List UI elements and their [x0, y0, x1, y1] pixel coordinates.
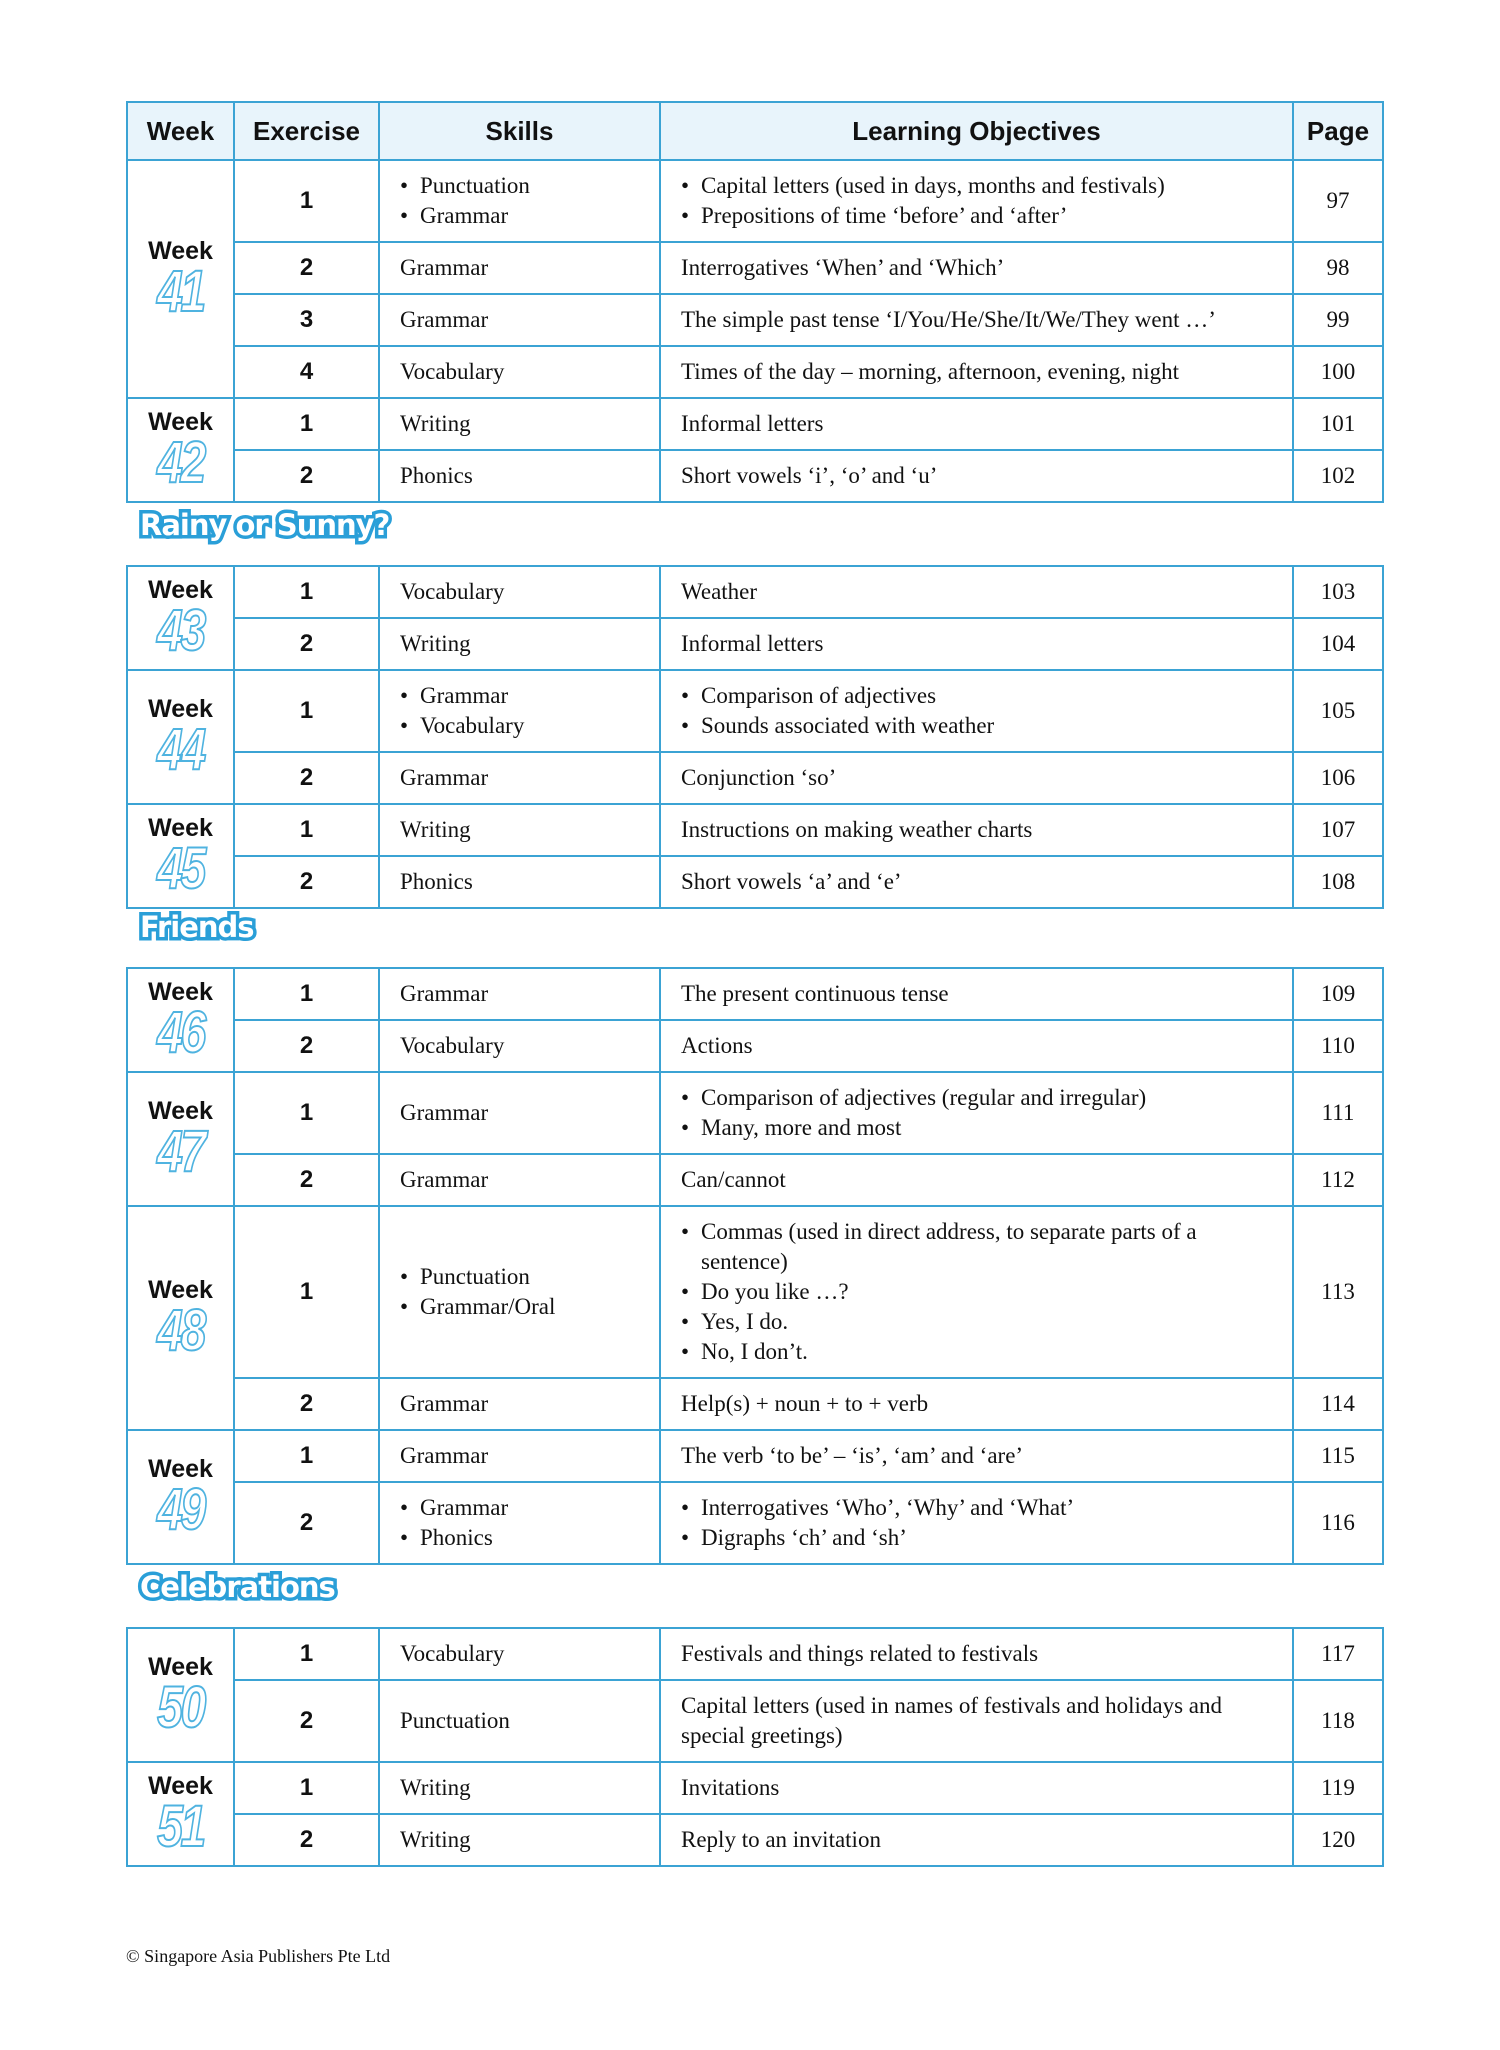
skill-bullet: • Vocabulary — [400, 711, 639, 741]
objective-list — [681, 1493, 1272, 1553]
week-label: Week — [148, 237, 213, 265]
page-number: 119 — [1293, 1762, 1383, 1814]
contents-table — [126, 101, 1384, 503]
objective-bullet: • Comparison of adjectives (regular and irregular) — [681, 1083, 1272, 1113]
skills-cell — [379, 1482, 660, 1564]
exercise-number: 2 — [234, 1482, 379, 1564]
week-number: 50 — [157, 1675, 204, 1740]
page-number: 118 — [1293, 1680, 1383, 1762]
exercise-number: 2 — [234, 450, 379, 502]
objectives-cell: Interrogatives ‘When’ and ‘Which’ — [660, 242, 1293, 294]
objectives-cell: Actions — [660, 1020, 1293, 1072]
page-number: 115 — [1293, 1430, 1383, 1482]
skills-cell: Writing — [379, 804, 660, 856]
week-cell — [127, 1762, 234, 1866]
objectives-cell: The simple past tense ‘I/You/He/She/It/We/They went …’ — [660, 294, 1293, 346]
exercise-number: 1 — [234, 1628, 379, 1680]
skills-cell: Punctuation — [379, 1680, 660, 1762]
week-number: 51 — [157, 1794, 204, 1859]
table-row — [127, 1072, 1383, 1154]
skills-cell: Phonics — [379, 450, 660, 502]
table-row — [127, 398, 1383, 450]
skill-list — [400, 171, 639, 231]
week-cell — [127, 160, 234, 398]
exercise-number: 2 — [234, 856, 379, 908]
week-cell — [127, 398, 234, 502]
page-number: 109 — [1293, 968, 1383, 1020]
page-number: 100 — [1293, 346, 1383, 398]
week-number: 43 — [157, 598, 204, 663]
objective-bullet: • Digraphs ‘ch’ and ‘sh’ — [681, 1523, 1272, 1553]
skill-bullet: • Grammar — [400, 1493, 639, 1523]
week-label: Week — [148, 814, 213, 842]
exercise-number: 1 — [234, 566, 379, 618]
skills-cell: Writing — [379, 618, 660, 670]
week-cell — [127, 1206, 234, 1430]
page-number: 111 — [1293, 1072, 1383, 1154]
objective-bullet: • Sounds associated with weather — [681, 711, 1272, 741]
skill-bullet: • Grammar — [400, 201, 639, 231]
table-row — [127, 968, 1383, 1020]
exercise-number: 2 — [234, 1680, 379, 1762]
objectives-cell — [660, 670, 1293, 752]
week-number: 41 — [157, 259, 204, 324]
exercise-number: 2 — [234, 1378, 379, 1430]
objectives-cell: Conjunction ‘so’ — [660, 752, 1293, 804]
objective-bullet: • Commas (used in direct address, to separate parts of a sentence) — [681, 1217, 1272, 1277]
page-number: 98 — [1293, 242, 1383, 294]
page-number: 104 — [1293, 618, 1383, 670]
objectives-cell: The verb ‘to be’ – ‘is’, ‘am’ and ‘are’ — [660, 1430, 1293, 1482]
skills-cell: Grammar — [379, 1072, 660, 1154]
objectives-cell — [660, 160, 1293, 242]
objectives-cell: Short vowels ‘i’, ‘o’ and ‘u’ — [660, 450, 1293, 502]
table-row — [127, 752, 1383, 804]
page-number: 114 — [1293, 1378, 1383, 1430]
objective-bullet: • Comparison of adjectives — [681, 681, 1272, 711]
page-number: 101 — [1293, 398, 1383, 450]
objectives-cell: Times of the day – morning, afternoon, evening, night — [660, 346, 1293, 398]
exercise-number: 1 — [234, 1206, 379, 1378]
skill-bullet: • Punctuation — [400, 1262, 639, 1292]
objectives-cell: Can/cannot — [660, 1154, 1293, 1206]
skill-bullet: • Punctuation — [400, 171, 639, 201]
week-cell — [127, 1430, 234, 1564]
table-row — [127, 566, 1383, 618]
exercise-number: 1 — [234, 160, 379, 242]
week-label: Week — [148, 695, 213, 723]
table-row — [127, 1680, 1383, 1762]
page-number: 110 — [1293, 1020, 1383, 1072]
week-number: 42 — [157, 430, 204, 495]
section-title: Friends — [140, 910, 254, 944]
skills-cell: Vocabulary — [379, 1628, 660, 1680]
skill-bullet: • Grammar — [400, 681, 639, 711]
objective-bullet: • Capital letters (used in days, months and festivals) — [681, 171, 1272, 201]
table-row — [127, 1430, 1383, 1482]
objective-bullet: • No, I don’t. — [681, 1337, 1272, 1367]
skills-cell: Grammar — [379, 968, 660, 1020]
objectives-cell — [660, 1206, 1293, 1378]
skills-cell: Writing — [379, 1762, 660, 1814]
exercise-number: 4 — [234, 346, 379, 398]
exercise-number: 1 — [234, 1430, 379, 1482]
skills-cell — [379, 670, 660, 752]
page-number: 116 — [1293, 1482, 1383, 1564]
exercise-number: 2 — [234, 1814, 379, 1866]
objectives-cell — [660, 1072, 1293, 1154]
table-row — [127, 1482, 1383, 1564]
table-row — [127, 1628, 1383, 1680]
objectives-cell: Invitations — [660, 1762, 1293, 1814]
section-title: Rainy or Sunny? — [140, 508, 390, 542]
exercise-number: 2 — [234, 242, 379, 294]
skill-bullet: • Phonics — [400, 1523, 639, 1553]
header-skills: Skills — [379, 102, 660, 160]
objectives-cell: Weather — [660, 566, 1293, 618]
exercise-number: 1 — [234, 1762, 379, 1814]
exercise-number: 2 — [234, 1020, 379, 1072]
week-cell — [127, 804, 234, 908]
objectives-cell: Reply to an invitation — [660, 1814, 1293, 1866]
skills-cell: Vocabulary — [379, 346, 660, 398]
week-number: 46 — [157, 1000, 204, 1065]
table-row — [127, 804, 1383, 856]
week-number: 44 — [157, 717, 204, 782]
exercise-number: 2 — [234, 1154, 379, 1206]
table-row — [127, 242, 1383, 294]
exercise-number: 1 — [234, 968, 379, 1020]
header-week: Week — [127, 102, 234, 160]
header-exercise: Exercise — [234, 102, 379, 160]
table-row — [127, 160, 1383, 242]
skills-cell: Phonics — [379, 856, 660, 908]
table-row — [127, 346, 1383, 398]
week-label: Week — [148, 408, 213, 436]
skills-cell: Writing — [379, 398, 660, 450]
week-label: Week — [148, 978, 213, 1006]
week-label: Week — [148, 1653, 213, 1681]
page-number: 113 — [1293, 1206, 1383, 1378]
header-row — [127, 102, 1383, 160]
objectives-cell — [660, 1482, 1293, 1564]
week-number: 49 — [157, 1477, 204, 1542]
objective-bullet: • Interrogatives ‘Who’, ‘Why’ and ‘What’ — [681, 1493, 1272, 1523]
skills-cell: Grammar — [379, 1430, 660, 1482]
objective-bullet: • Many, more and most — [681, 1113, 1272, 1143]
skills-cell: Grammar — [379, 1154, 660, 1206]
table-row — [127, 1814, 1383, 1866]
week-cell — [127, 1628, 234, 1762]
objectives-cell: Instructions on making weather charts — [660, 804, 1293, 856]
skills-cell: Grammar — [379, 752, 660, 804]
contents-table — [126, 565, 1384, 909]
week-label: Week — [148, 1276, 213, 1304]
page-number: 108 — [1293, 856, 1383, 908]
table-row — [127, 1762, 1383, 1814]
week-cell — [127, 1072, 234, 1206]
objectives-cell: Festivals and things related to festivals — [660, 1628, 1293, 1680]
objective-list — [681, 1083, 1272, 1143]
objective-list — [681, 1217, 1272, 1367]
skills-cell: Grammar — [379, 294, 660, 346]
table-row — [127, 1154, 1383, 1206]
objectives-cell: Capital letters (used in names of festivals and holidays and special greetings) — [660, 1680, 1293, 1762]
objective-list — [681, 171, 1272, 231]
page-number: 107 — [1293, 804, 1383, 856]
week-number: 48 — [157, 1298, 204, 1363]
skills-cell — [379, 1206, 660, 1378]
objectives-cell: Informal letters — [660, 618, 1293, 670]
page-number: 105 — [1293, 670, 1383, 752]
contents-table — [126, 967, 1384, 1565]
objective-bullet: • Prepositions of time ‘before’ and ‘after’ — [681, 201, 1272, 231]
exercise-number: 1 — [234, 804, 379, 856]
table-row — [127, 1378, 1383, 1430]
objective-bullet: • Do you like …? — [681, 1277, 1272, 1307]
exercise-number: 2 — [234, 752, 379, 804]
objective-list — [681, 681, 1272, 741]
table-row — [127, 670, 1383, 752]
page-number: 99 — [1293, 294, 1383, 346]
skills-cell: Writing — [379, 1814, 660, 1866]
skill-bullet: • Grammar/Oral — [400, 1292, 639, 1322]
copyright-footer: © Singapore Asia Publishers Pte Ltd — [126, 1946, 391, 1966]
table-row — [127, 856, 1383, 908]
page-number: 117 — [1293, 1628, 1383, 1680]
exercise-number: 2 — [234, 618, 379, 670]
contents-table — [126, 1627, 1384, 1867]
skills-cell: Vocabulary — [379, 566, 660, 618]
table-row — [127, 618, 1383, 670]
skills-cell: Grammar — [379, 242, 660, 294]
week-label: Week — [148, 1097, 213, 1125]
page-number: 102 — [1293, 450, 1383, 502]
page-number: 112 — [1293, 1154, 1383, 1206]
objectives-cell: The present continuous tense — [660, 968, 1293, 1020]
table-row — [127, 1020, 1383, 1072]
page-number: 97 — [1293, 160, 1383, 242]
week-cell — [127, 566, 234, 670]
week-number: 45 — [157, 836, 204, 901]
exercise-number: 1 — [234, 1072, 379, 1154]
exercise-number: 1 — [234, 398, 379, 450]
exercise-number: 1 — [234, 670, 379, 752]
table-row — [127, 1206, 1383, 1378]
table-row — [127, 450, 1383, 502]
page-number: 106 — [1293, 752, 1383, 804]
exercise-number: 3 — [234, 294, 379, 346]
header-page: Page — [1293, 102, 1383, 160]
skill-list — [400, 1262, 639, 1322]
objectives-cell: Informal letters — [660, 398, 1293, 450]
week-label: Week — [148, 576, 213, 604]
objectives-cell: Help(s) + noun + to + verb — [660, 1378, 1293, 1430]
week-cell — [127, 670, 234, 804]
week-label: Week — [148, 1455, 213, 1483]
skill-list — [400, 681, 639, 741]
header-objectives: Learning Objectives — [660, 102, 1293, 160]
objectives-cell: Short vowels ‘a’ and ‘e’ — [660, 856, 1293, 908]
week-label: Week — [148, 1772, 213, 1800]
page-number: 120 — [1293, 1814, 1383, 1866]
skills-cell: Grammar — [379, 1378, 660, 1430]
objective-bullet: • Yes, I do. — [681, 1307, 1272, 1337]
week-cell — [127, 968, 234, 1072]
section-title: Celebrations — [140, 1570, 335, 1604]
skills-cell — [379, 160, 660, 242]
table-row — [127, 294, 1383, 346]
page-number: 103 — [1293, 566, 1383, 618]
skill-list — [400, 1493, 639, 1553]
week-number: 47 — [157, 1119, 204, 1184]
skills-cell: Vocabulary — [379, 1020, 660, 1072]
